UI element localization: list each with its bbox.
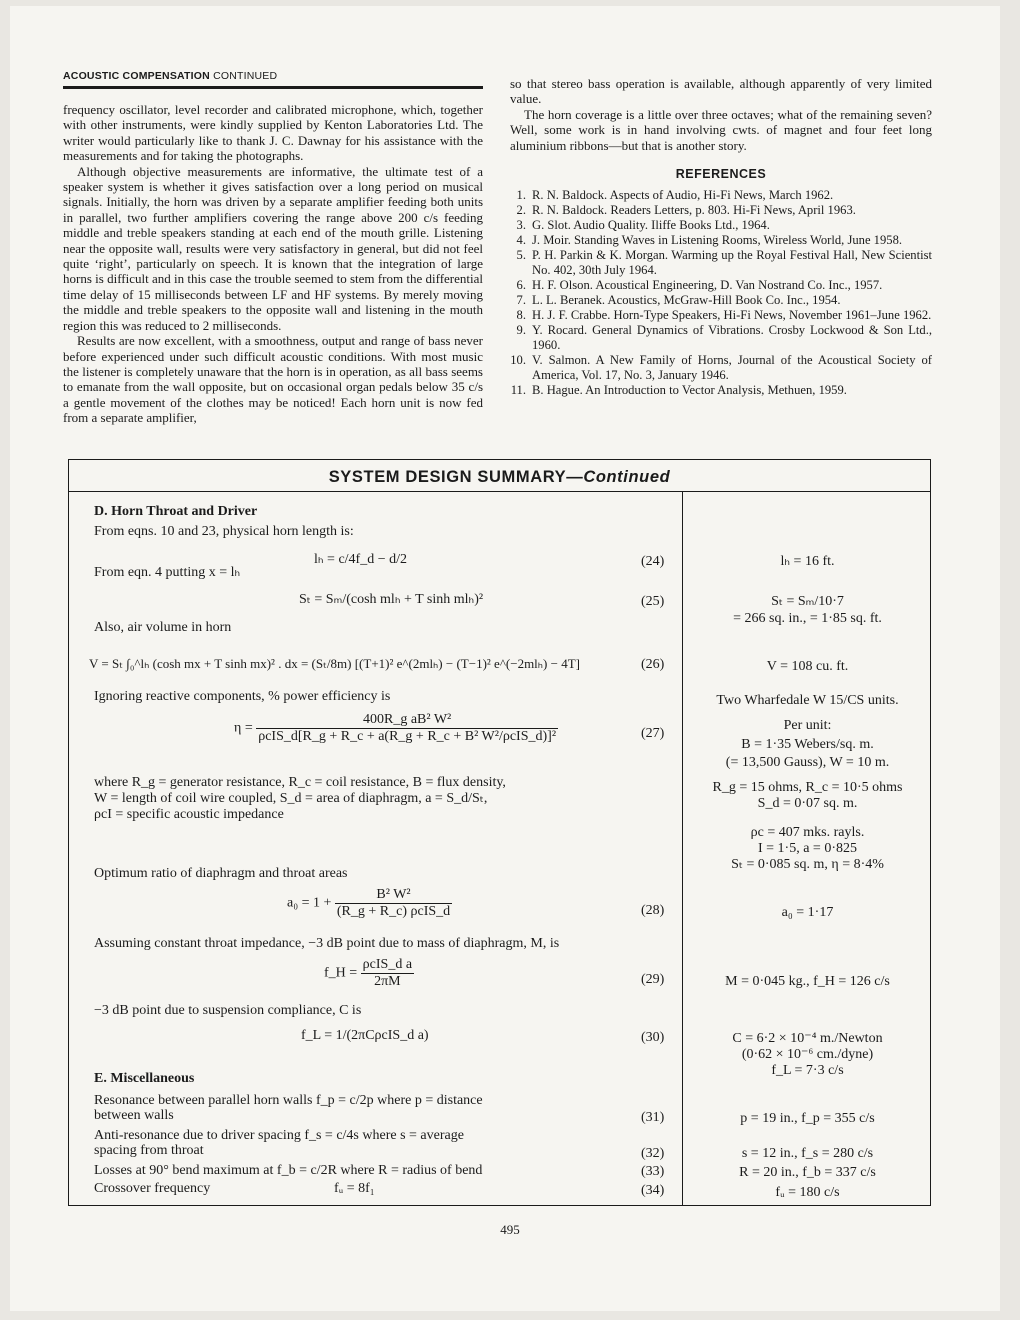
right-column [510, 76, 932, 398]
equation-28 [287, 887, 452, 920]
fraction [256, 712, 558, 745]
summary-text: spacing from throat [94, 1143, 204, 1158]
summary-text: Optimum ratio of diaphragm and throat areas [94, 866, 348, 881]
reference-number: 5. [516, 248, 526, 263]
section-d-heading: D. Horn Throat and Driver [94, 504, 258, 519]
fraction [361, 957, 414, 990]
denominator: ρcIS_d[R_g + R_c + a(R_g + R_c + B² W²/ρcIS_d)]² [258, 729, 557, 744]
summary-title-italic: Continued [583, 468, 671, 486]
reference-text: G. Slot. Audio Quality. Iliffe Books Ltd., 1964. [532, 218, 770, 233]
reference-number: 8. [516, 308, 526, 323]
equation-number: (31) [641, 1110, 665, 1125]
header-continued: CONTINUED [213, 70, 278, 82]
equation-24: lₕ = c/4f_d − d/2 [314, 552, 407, 567]
reference-number: 3. [516, 218, 526, 233]
reference-text: R. N. Baldock. Aspects of Audio, Hi-Fi News, March 1962. [532, 188, 834, 203]
summary-text: where R_g = generator resistance, R_c = coil resistance, B = flux density, [94, 775, 506, 790]
equation-30: f_L = 1/(2πCρcIS_d a) [301, 1028, 429, 1043]
reference-number: 10. [510, 353, 526, 368]
reference-number: 1. [516, 188, 526, 203]
summary-text: Crossover frequency [94, 1181, 211, 1196]
equation-lhs: f_H = [324, 965, 358, 981]
equation-25: Sₜ = Sₘ/(cosh mlₕ + T sinh mlₕ)² [299, 592, 484, 607]
result-27i: Sₜ = 0·085 sq. m, η = 8·4% [731, 857, 884, 872]
reference-number: 7. [516, 293, 526, 308]
reference-item [510, 233, 932, 248]
reference-item [510, 203, 932, 218]
reference-number: 9. [516, 323, 526, 338]
reference-text: L. L. Beranek. Acoustics, McGraw-Hill Book Co. Inc., 1954. [532, 293, 841, 308]
reference-text: H. J. F. Crabbe. Horn-Type Speakers, Hi-Fi News, November 1961–June 1962. [532, 308, 932, 323]
reference-number: 6. [516, 278, 526, 293]
reference-number: 11. [510, 383, 526, 398]
reference-text: P. H. Parkin & K. Morgan. Warming up the Royal Festival Hall, New Scientist No. 402, 30th July 1964. [532, 248, 932, 278]
paragraph: frequency oscillator, level recorder and calibrated microphone, which, together with other instruments, were kindly supplied by Kenton Laboratories Ltd. The writer would particularly like to thank J. C. Dawnay for his assistance with the measurements and for taking the photographs. [63, 102, 483, 164]
left-column [63, 102, 483, 426]
result-33: R = 20 in., f_b = 337 c/s [739, 1165, 876, 1180]
equation-number: (34) [641, 1183, 665, 1198]
eta-symbol: η = [234, 720, 257, 736]
summary-text: Anti-resonance due to driver spacing f_s = c/4s where s = average [94, 1128, 464, 1143]
result-30b: (0·62 × 10⁻⁶ cm./dyne) [741, 1047, 874, 1062]
reference-item [510, 308, 932, 323]
equation-number: (30) [641, 1030, 665, 1045]
equation-34: fᵤ = 8f₁ [334, 1181, 375, 1196]
reference-item [510, 218, 932, 233]
reference-text: V. Salmon. A New Family of Horns, Journal of the Acoustical Society of America, Vol. 17, No. 3, January 1946. [532, 353, 932, 383]
result-24: lₕ = 16 ft. [780, 554, 835, 569]
equation-number: (26) [641, 657, 665, 672]
summary-text: −3 dB point due to suspension compliance, C is [94, 1003, 362, 1018]
summary-text: Assuming constant throat impedance, −3 dB point due to mass of diaphragm, M, is [94, 936, 560, 951]
reference-text: J. Moir. Standing Waves in Listening Rooms, Wireless World, June 1958. [532, 233, 903, 248]
reference-item [510, 383, 932, 398]
result-27a: Two Wharfedale W 15/CS units. [716, 693, 899, 708]
reference-number: 2. [516, 203, 526, 218]
design-summary-box [68, 459, 931, 1206]
reference-item [510, 278, 932, 293]
result-25b: = 266 sq. in., = 1·85 sq. ft. [733, 611, 882, 626]
denominator: 2πM [374, 974, 401, 989]
result-26: V = 108 cu. ft. [766, 659, 849, 674]
page-number: 495 [500, 1222, 520, 1237]
denominator: (R_g + R_c) ρcIS_d [336, 904, 451, 919]
result-27c: B = 1·35 Webers/sq. m. [741, 737, 874, 752]
numerator: ρcIS_d a [362, 957, 413, 972]
result-27b: Per unit: [783, 718, 832, 733]
result-32: s = 12 in., f_s = 280 c/s [741, 1146, 874, 1161]
equation-lhs: a₀ = 1 + [287, 895, 332, 911]
result-25a: Sₜ = Sₘ/10·7 [771, 594, 844, 609]
summary-text: Resonance between parallel horn walls f_p = c/2p where p = distance [94, 1093, 483, 1108]
numerator: B² W² [335, 887, 452, 904]
equation-number: (25) [641, 594, 665, 609]
equation-number: (33) [641, 1164, 665, 1179]
paragraph: The horn coverage is a little over three octaves; what of the remaining seven? Well, some work is in hand involving cwts. of magnet and four feet long aluminium ribbons—but that is another story. [510, 106, 932, 153]
summary-text: Losses at 90° bend maximum at f_b = c/2R where R = radius of bend [94, 1163, 483, 1178]
result-27g: ρc = 407 mks. rayls. [750, 825, 865, 840]
summary-title [69, 460, 930, 492]
equation-29 [324, 957, 414, 990]
summary-text: W = length of coil wire coupled, S_d = area of diaphragm, a = S_d/Sₜ, [94, 791, 488, 806]
summary-text: From eqn. 4 putting x = lₕ [94, 565, 241, 580]
references-list [510, 188, 932, 398]
summary-text: From eqns. 10 and 23, physical horn length is: [94, 524, 354, 539]
result-30c: f_L = 7·3 c/s [771, 1063, 844, 1078]
result-28: a₀ = 1·17 [781, 905, 834, 920]
references-title: REFERENCES [675, 167, 767, 182]
summary-text: ρcI = specific acoustic impedance [94, 807, 284, 822]
result-29: M = 0·045 kg., f_H = 126 c/s [725, 974, 890, 989]
equation-number: (32) [641, 1146, 665, 1161]
result-27h: I = 1·5, a = 0·825 [758, 841, 857, 856]
equation-number: (28) [641, 903, 665, 918]
result-27d: (= 13,500 Gauss), W = 10 m. [725, 755, 890, 770]
summary-title-text: SYSTEM DESIGN SUMMARY— [328, 468, 584, 486]
reference-text: B. Hague. An Introduction to Vector Analysis, Methuen, 1959. [532, 383, 847, 398]
paragraph: so that stereo bass operation is available, although apparently of very limited value. [510, 76, 932, 107]
reference-item [510, 323, 932, 353]
reference-item [510, 293, 932, 308]
result-27e: R_g = 15 ohms, R_c = 10·5 ohms [712, 780, 903, 795]
result-31: p = 19 in., f_p = 355 c/s [740, 1111, 875, 1126]
equation-26: V = Sₜ ∫₀^lₕ (cosh mx + T sinh mx)² . dx = (Sₜ/8m) [(T+1)² e^(2mlₕ) − (T−1)² e^(−2mlₕ) − 4T] [89, 656, 580, 671]
summary-text: Also, air volume in horn [94, 620, 232, 635]
numerator: 400R_g aB² W² [256, 712, 558, 729]
equation-number: (29) [641, 972, 665, 987]
reference-text: Y. Rocard. General Dynamics of Vibrations. Crosby Lockwood & Son Ltd., 1960. [532, 323, 932, 353]
summary-text: between walls [94, 1108, 174, 1123]
section-e-heading: E. Miscellaneous [94, 1071, 195, 1086]
reference-text: H. F. Olson. Acoustical Engineering, D. Van Nostrand Co. Inc., 1957. [532, 278, 883, 293]
equation-number: (27) [641, 726, 665, 741]
equation-number: (24) [641, 554, 665, 569]
reference-item [510, 188, 932, 203]
result-34: fᵤ = 180 c/s [775, 1185, 840, 1200]
running-header [63, 70, 277, 82]
header-title: ACOUSTIC COMPENSATION [63, 70, 210, 82]
paragraph: Results are now excellent, with a smoothness, output and range of bass never before experienced under such difficult acoustic conditions. With most music the listener is completely unaware that the horn is in operation, as all bass seems to emanate from the wall opposite, but on occasional organ pedals below 35 c/s a gentle movement of the clothes may be noticed! Each horn unit is now fed from a separate amplifier, [63, 333, 483, 426]
paragraph: Although objective measurements are informative, the ultimate test of a speaker system is whether it gives satisfaction over a long period on musical signals. Initially, the horn was driven by a separate amplifier feeding both units in parallel, two further amplifiers covering the range above 200 c/s feeding middle and treble speakers standing at each end of the mouth grille. Listening near the opposite wall, results were very satisfactory in general, but did not feel quite ‘right’, particularly on speech. It is known that the integration of large horns is difficult and in this case the trouble seemed to stem from the differential time delay of 15 milliseconds between LF and HF systems. By merely moving the middle and treble speakers to the opposite wall and listening in the mouth region this was reduced to 2 milliseconds. [63, 163, 483, 333]
equation-27 [234, 712, 558, 745]
reference-item [510, 248, 932, 278]
header-rule [63, 86, 483, 89]
reference-text: R. N. Baldock. Readers Letters, p. 803. Hi-Fi News, April 1963. [532, 203, 856, 218]
reference-item [510, 353, 932, 383]
result-27f: S_d = 0·07 sq. m. [757, 796, 858, 811]
reference-number: 4. [516, 233, 526, 248]
result-30a: C = 6·2 × 10⁻⁴ m./Newton [732, 1031, 883, 1046]
fraction [335, 887, 452, 920]
summary-text: Ignoring reactive components, % power efficiency is [94, 689, 391, 704]
